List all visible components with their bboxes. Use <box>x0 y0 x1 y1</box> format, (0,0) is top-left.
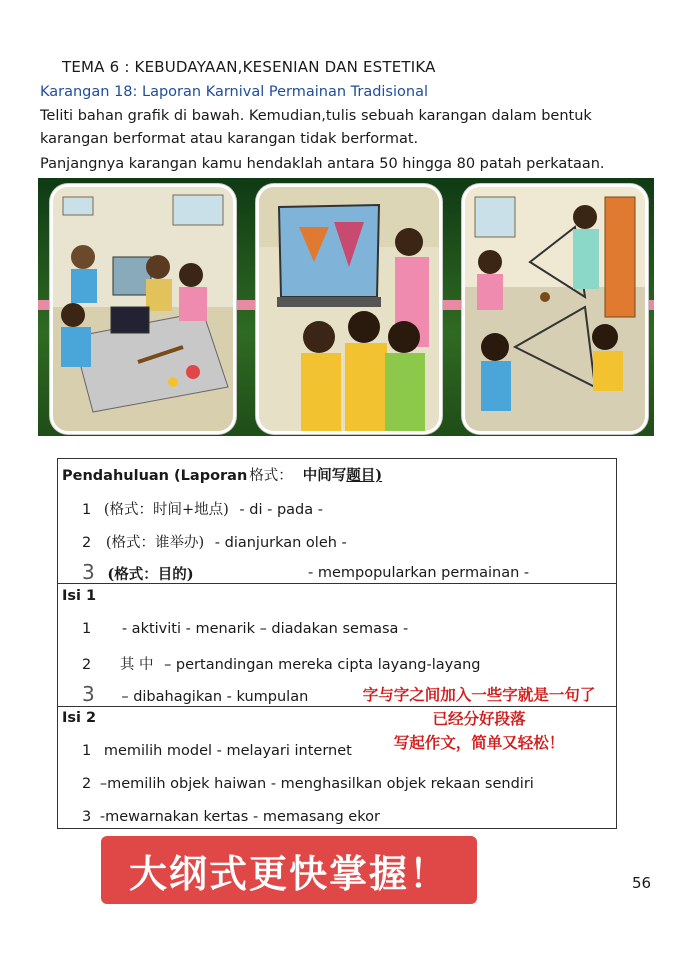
isi2-item-1 <box>82 743 352 759</box>
isi2-heading: Isi 2 <box>62 710 97 726</box>
isi2-item-1-num: 1 <box>82 743 92 759</box>
isi1-item-3 <box>82 682 308 706</box>
isi1-item-3-text: – dibahagikan - kumpulan <box>121 689 309 705</box>
illustration-panel-3 <box>462 184 648 434</box>
isi1-item-2-cn: 其 中 <box>119 657 154 673</box>
panel-1-scene <box>53 187 233 431</box>
theme-title: TEMA 6 : KEBUDAYAAN,KESENIAN DAN ESTETIKA <box>62 58 436 76</box>
illustration-panel-1 <box>50 184 236 434</box>
intro-item-2 <box>82 531 347 552</box>
isi2-item-3-text: -mewarnakan kertas - memasang ekor <box>99 809 380 825</box>
isi2-item-3 <box>82 809 380 825</box>
isi1-item-3-num: 3 <box>82 682 95 706</box>
intro-heading-position: 中间写 <box>302 467 347 484</box>
instruction-line-1: Teliti bahan grafik di bawah. Kemudian,tulis sebuah karangan dalam bentuk <box>40 108 592 124</box>
intro-item-1-format: (格式：时间+地点) <box>103 502 229 518</box>
isi1-item-2 <box>82 653 481 674</box>
note-line-1: 字与字之间加入一些字就是一句了 <box>362 686 596 704</box>
essay-subtitle: Karangan 18: Laporan Karnival Permainan Tradisional <box>40 84 428 100</box>
isi1-item-2-text: – pertandingan mereka cipta layang-layang <box>164 657 481 673</box>
panel-2-scene <box>259 187 439 431</box>
intro-item-2-num: 2 <box>82 535 92 551</box>
panel-3-scene <box>465 187 645 431</box>
intro-item-1-num: 1 <box>82 502 92 518</box>
intro-heading-format: 格式： <box>249 468 293 484</box>
outline-promo-banner: 大纲式更快掌握！ <box>101 836 477 904</box>
isi2-item-2 <box>82 776 534 792</box>
intro-heading-title-note: 题目) <box>346 467 383 484</box>
intro-item-2-text: - dianjurkan oleh - <box>214 535 347 551</box>
intro-item-1 <box>82 498 323 519</box>
isi1-item-1-text: - aktiviti - menarik – diadakan semasa - <box>121 621 409 637</box>
intro-item-3-text: - mempopularkan permainan - <box>308 565 530 581</box>
isi2-item-3-num: 3 <box>82 809 92 825</box>
instruction-line-3: Panjangnya karangan kamu hendaklah antara 50 hingga 80 patah perkataan. <box>40 156 605 172</box>
isi1-item-1-num: 1 <box>82 621 92 637</box>
isi1-heading: Isi 1 <box>62 588 97 604</box>
isi2-item-2-num: 2 <box>82 776 92 792</box>
note-line-3: 写起作文，简单又轻松！ <box>393 734 565 752</box>
note-line-2: 已经分好段落 <box>432 710 526 728</box>
isi2-item-1-text: memilih model - melayari internet <box>103 743 352 759</box>
intro-item-3 <box>82 560 194 584</box>
intro-item-3-num: 3 <box>82 560 95 584</box>
page-number: 56 <box>632 874 652 892</box>
intro-heading <box>62 464 382 485</box>
intro-heading-label: Pendahuluan (Laporan <box>62 468 248 484</box>
illustration-panel-2 <box>256 184 442 434</box>
isi1-item-1 <box>82 621 408 637</box>
intro-item-3-format: (格式：目的) <box>107 566 194 583</box>
intro-item-1-text: - di - pada - <box>239 502 323 518</box>
isi2-item-2-text: –memilih objek haiwan - menghasilkan objek rekaan sendiri <box>99 776 534 792</box>
instruction-line-2: karangan berformat atau karangan tidak berformat. <box>40 131 419 147</box>
intro-item-2-format: (格式：谁举办) <box>105 535 205 551</box>
isi1-item-2-num: 2 <box>82 657 92 673</box>
